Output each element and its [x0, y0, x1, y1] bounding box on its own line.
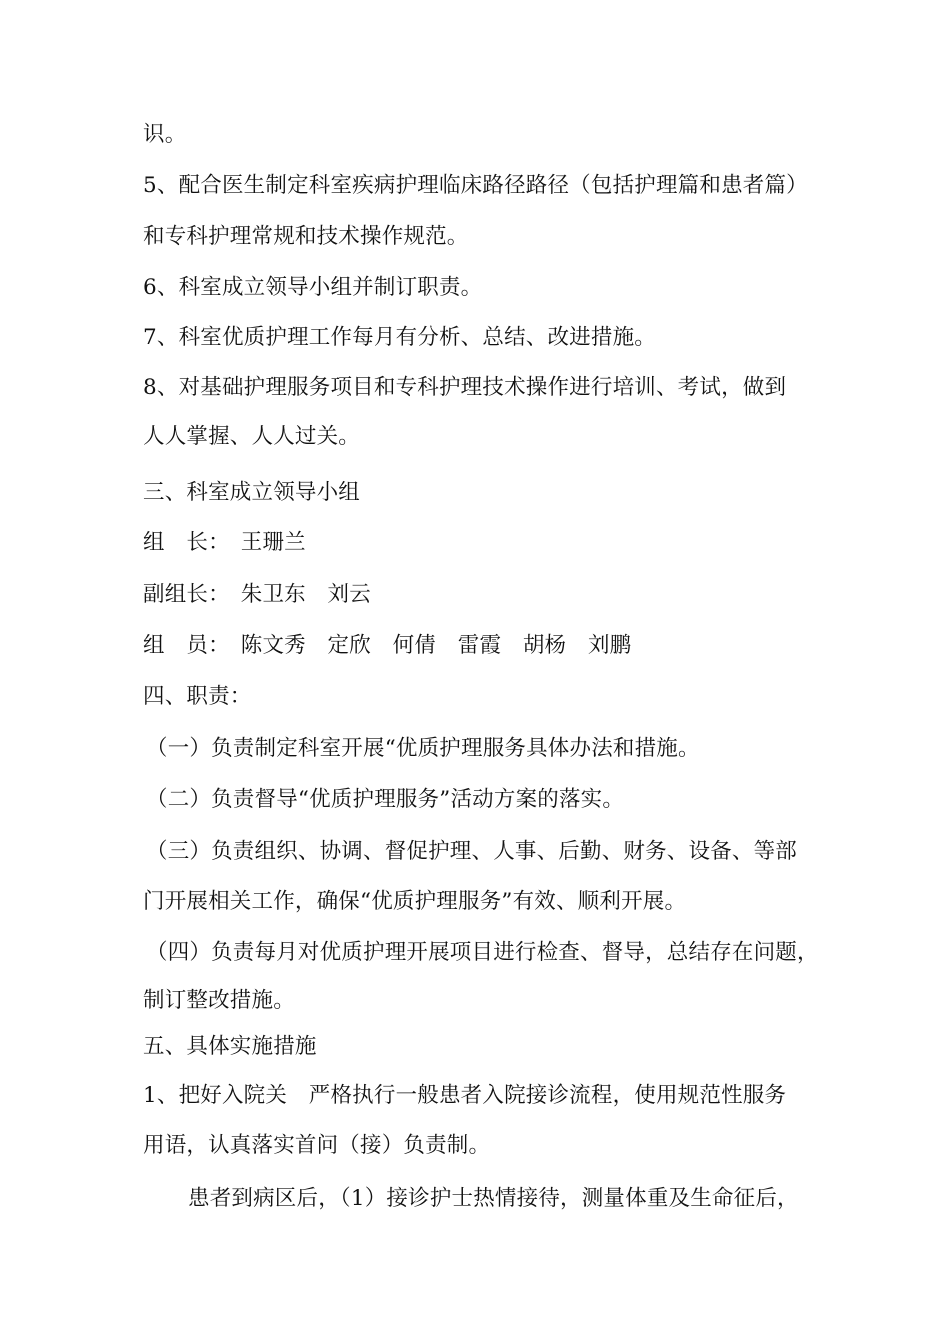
text-line: （四）负责每月对优质护理开展项目进行检查、督导，总结存在问题， — [146, 940, 819, 965]
text-line: 副组长： 朱卫东 刘云 — [143, 582, 371, 607]
text-line: 6、科室成立领导小组并制订职责。 — [143, 275, 483, 300]
section-heading: 三、科室成立领导小组 — [143, 480, 361, 505]
text-line: 人人掌握、人人过关。 — [143, 424, 361, 449]
text-line: （三）负责组织、协调、督促护理、人事、后勤、财务、设备、等部 — [146, 839, 798, 864]
text-line: 患者到病区后，（1）接诊护士热情接待，测量体重及生命征后， — [188, 1186, 799, 1211]
text-line: 组 长： 王珊兰 — [143, 530, 306, 555]
text-line: 8、对基础护理服务项目和专科护理技术操作进行培训、考试，做到 — [143, 375, 787, 400]
text-line: 5、配合医生制定科室疾病护理临床路径路径（包括护理篇和患者篇） — [143, 173, 808, 198]
text-line: （二）负责督导“优质护理服务”活动方案的落实。 — [146, 787, 625, 812]
text-line: 制订整改措施。 — [143, 988, 295, 1013]
section-heading: 四、职责： — [143, 684, 252, 709]
text-line: （一）负责制定科室开展“优质护理服务具体办法和措施。 — [146, 736, 700, 761]
text-line: 门开展相关工作，确保“优质护理服务”有效、顺利开展。 — [143, 889, 687, 914]
text-line: 和专科护理常规和技术操作规范。 — [143, 224, 469, 249]
text-line: 1、把好入院关 严格执行一般患者入院接诊流程，使用规范性服务 — [143, 1083, 787, 1108]
text-line: 用语，认真落实首问（接）负责制。 — [143, 1133, 491, 1158]
section-heading: 五、具体实施措施 — [143, 1034, 317, 1059]
text-line: 组 员： 陈文秀 定欣 何倩 雷霞 胡杨 刘鹏 — [143, 633, 632, 658]
text-line: 识。 — [143, 122, 187, 147]
text-line: 7、科室优质护理工作每月有分析、总结、改进措施。 — [143, 325, 656, 350]
